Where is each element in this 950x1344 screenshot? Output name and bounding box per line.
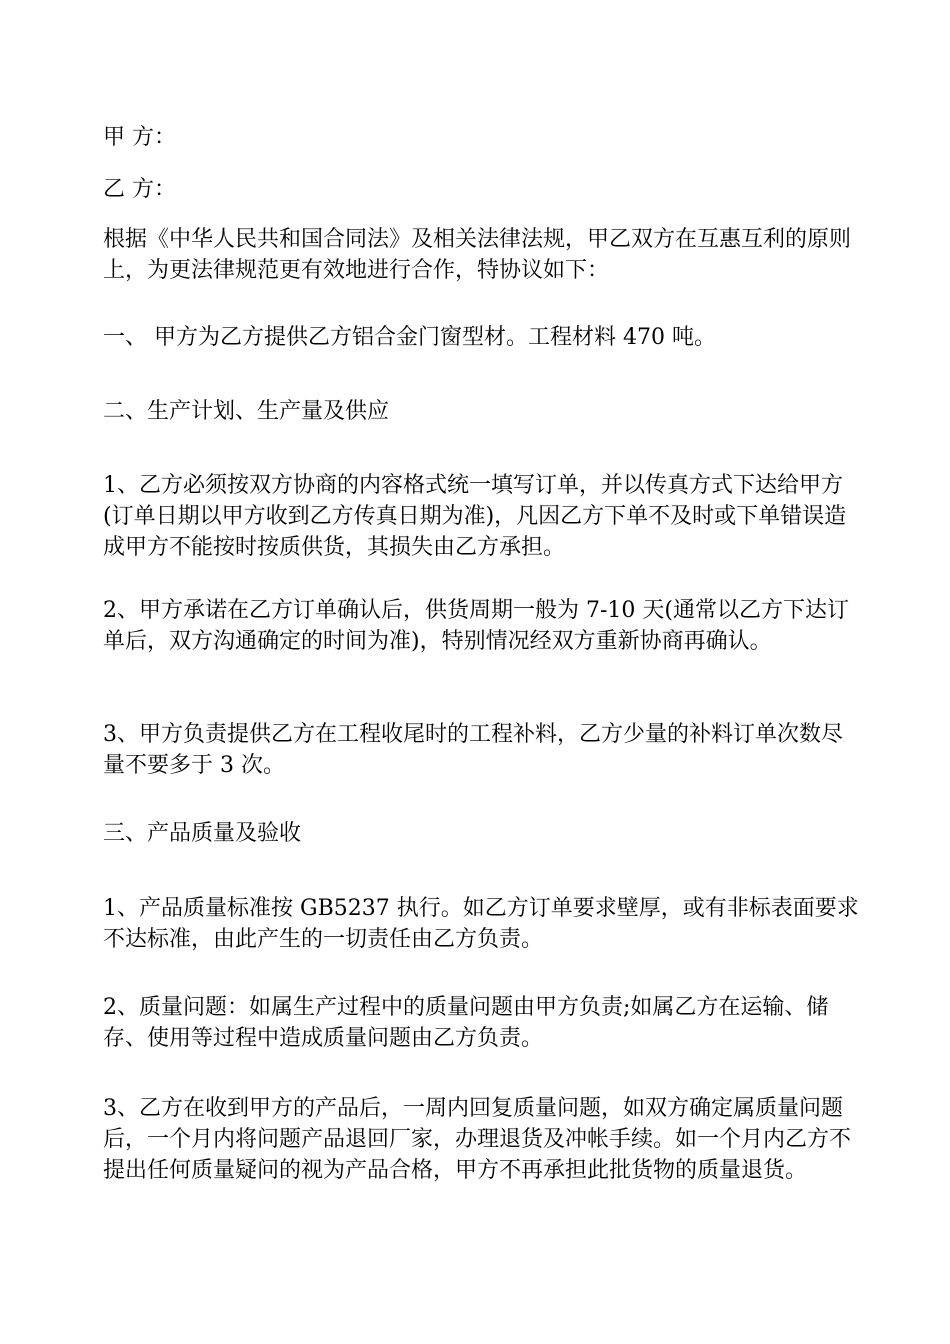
party-b-line: 乙 方： [103,177,176,202]
intro-paragraph: 根据《中华人民共和国合同法》及相关法律法规，甲乙双方在互惠互利的原则上，为更法律规范更有效地进行合作，特协议如下： [103,227,852,283]
section-3-title: 三、产品质量及验收 [103,821,302,846]
section-2-item-3: 3、甲方负责提供乙方在工程收尾时的工程补料，乙方少量的补料订单次数尽量不要多于 3 次。 [103,722,843,778]
section-2-title: 二、生产计划、生产量及供应 [103,399,390,424]
section-2-item-2: 2、甲方承诺在乙方订单确认后，供货周期一般为 7-10 天(通常以乙方下达订单后，双方沟通确定的时间为准)，特别情况经双方重新协商再确认。 [103,598,849,654]
section-2-item-1: 1、乙方必须按双方协商的内容格式统一填写订单，并以传真方式下达给甲方(订单日期以甲方收到乙方传真日期为准)，凡因乙方下单不及时或下单错误造成甲方不能按时按质供货，其损失由乙方承担。 [103,473,847,560]
section-3-item-1: 1、产品质量标准按 GB5237 执行。如乙方订单要求壁厚，或有非标表面要求不达标准，由此产生的一切责任由乙方负责。 [103,896,859,952]
party-a-line: 甲 方： [103,125,176,150]
section-3-item-3: 3、乙方在收到甲方的产品后，一周内回复质量问题，如双方确定属质量问题后，一个月内将问题产品退回厂家，办理退货及冲帐手续。如一个月内乙方不提出任何质量疑问的视为产品合格，甲方不再承担此批货物的质量退货。 [103,1096,852,1183]
section-1: 一、 甲方为乙方提供乙方铝合金门窗型材。工程材料 470 吨。 [103,325,716,350]
section-3-item-2: 2、质量问题：如属生产过程中的质量问题由甲方负责;如属乙方在运输、储存、使用等过程中造成质量问题由乙方负责。 [103,995,829,1051]
